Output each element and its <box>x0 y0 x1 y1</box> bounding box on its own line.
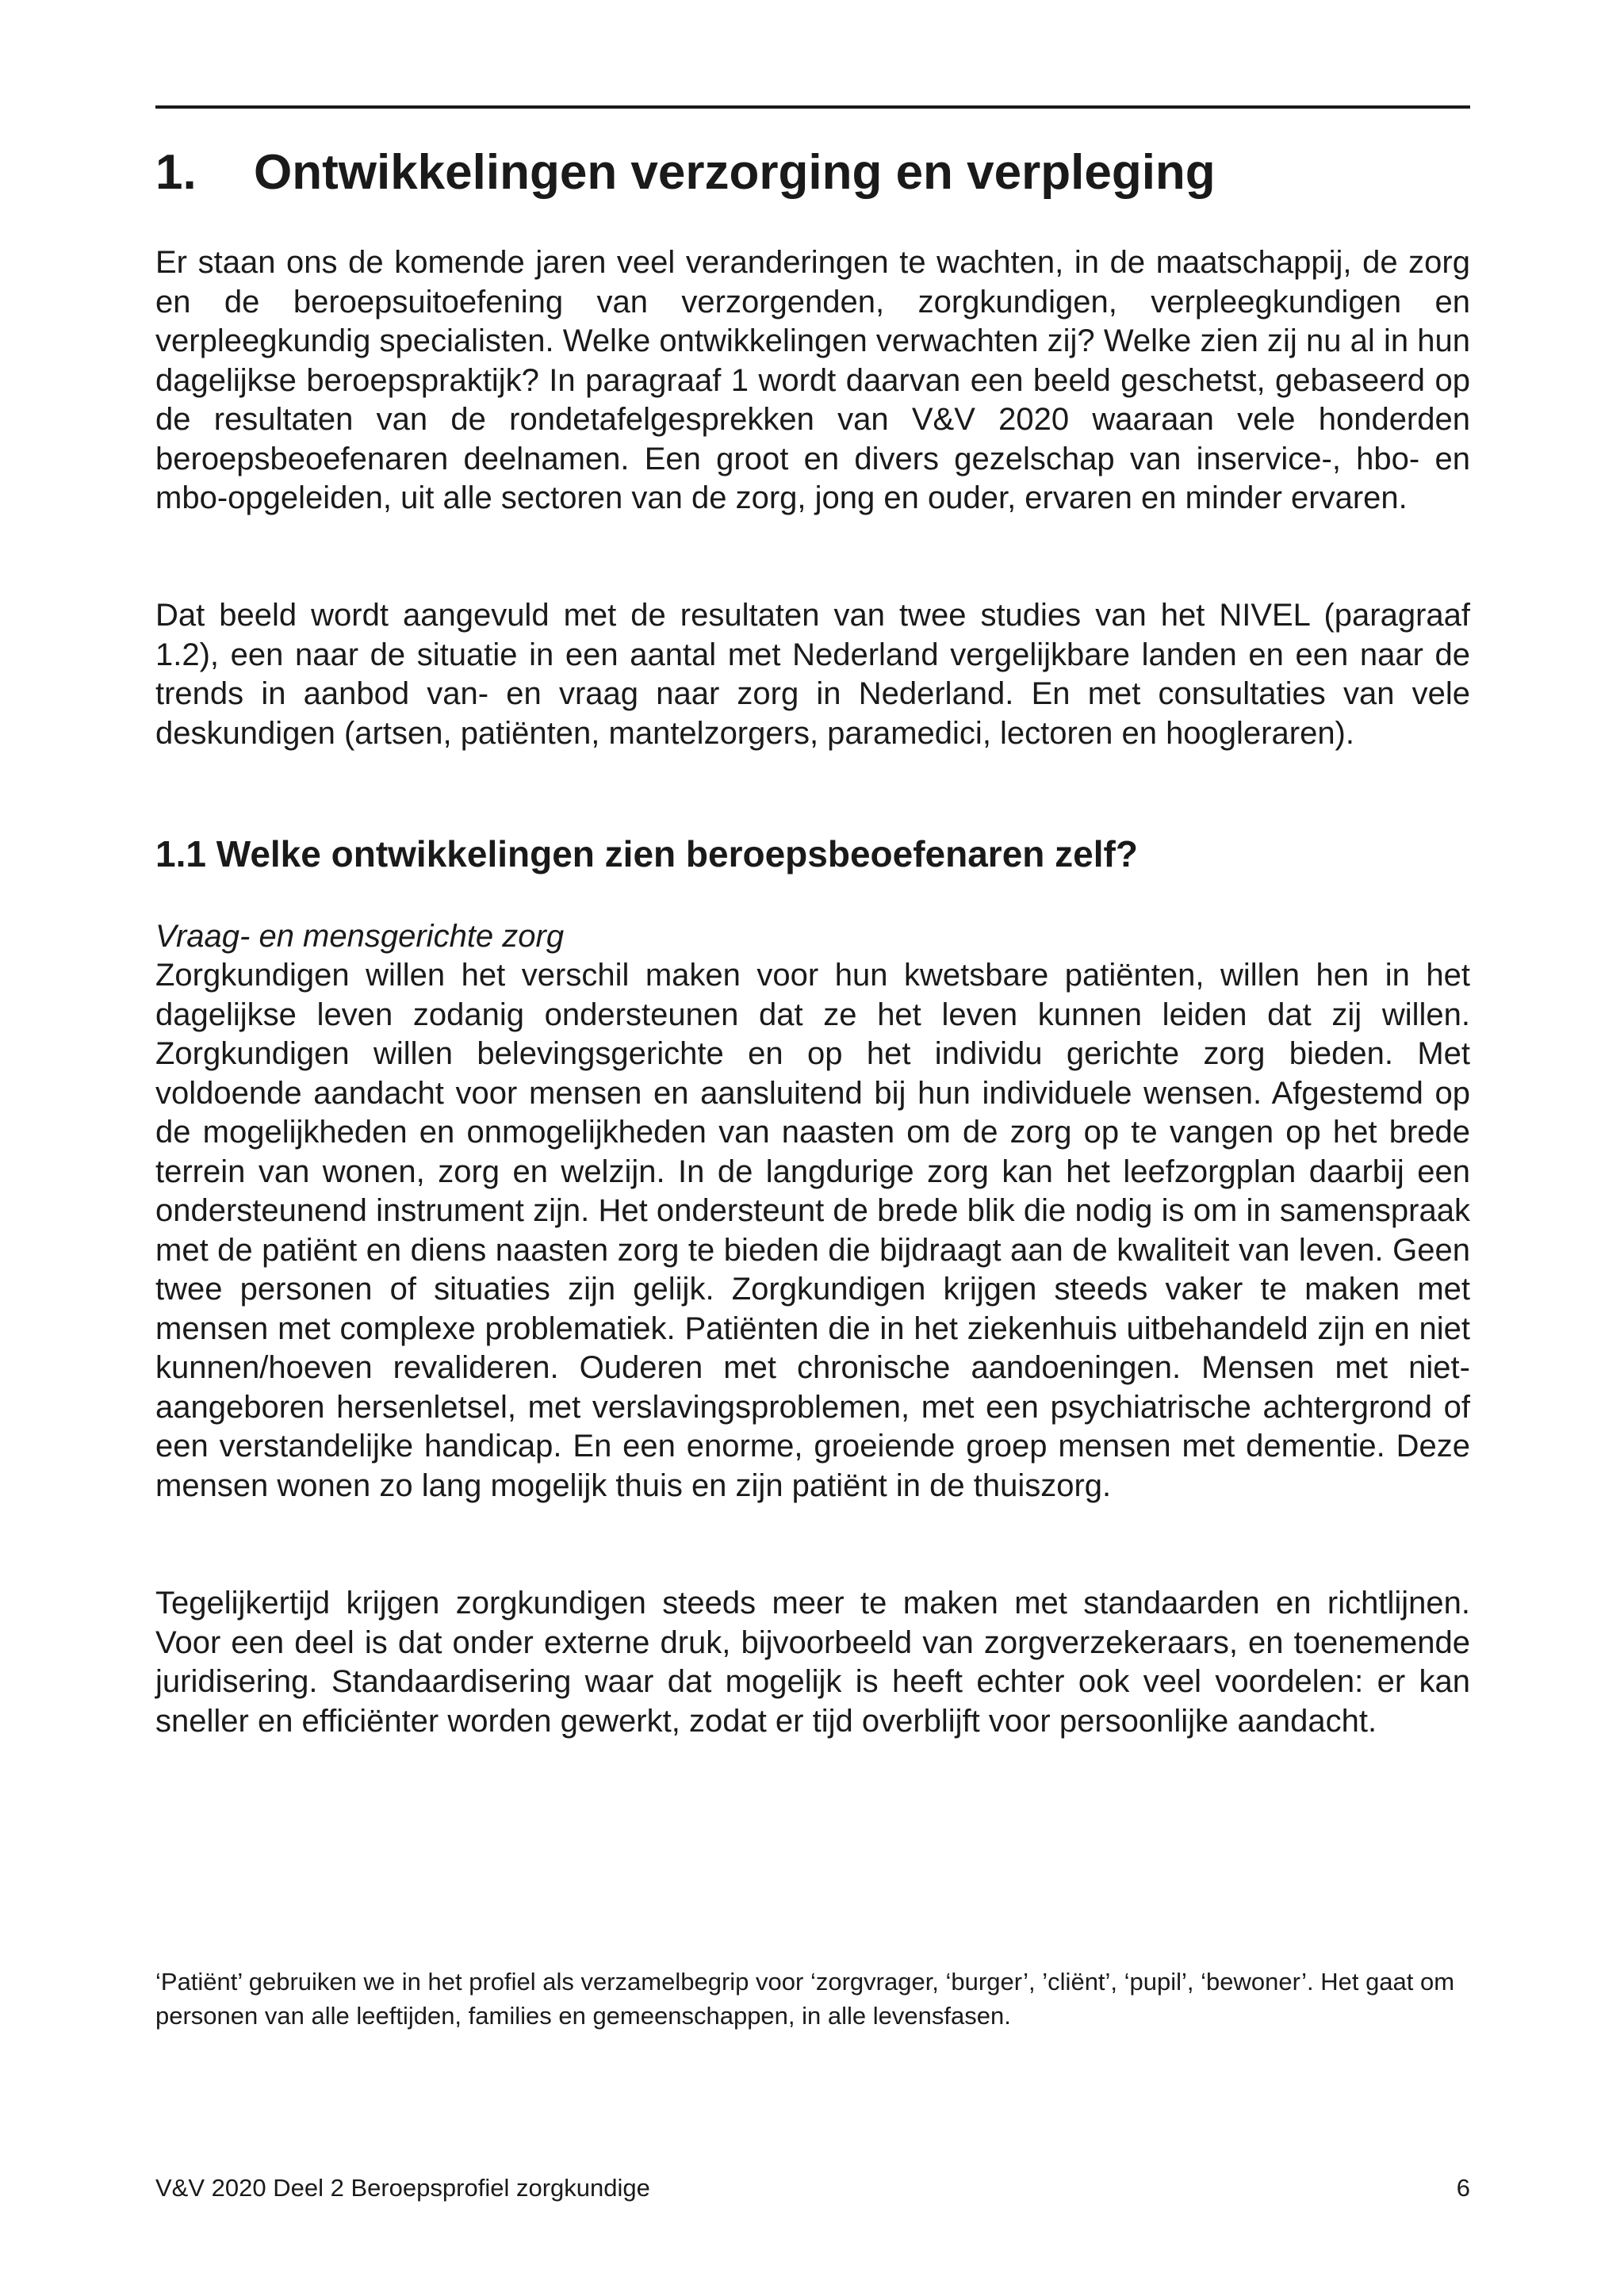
intro-paragraph-1: Er staan ons de komende jaren veel veranderingen te wachten, in de maatschappij, de zorg en de beroepsuitoefening van verzorgenden, zorgkundigen, verpleegkundigen en verpleegkundig specialisten. Welke ontwikkelingen verwachten zij? Welke zien zij nu al in hun dagelijkse beroepspraktijk? In paragraaf 1 wordt daarvan een beeld geschetst, gebaseerd op de resultaten van de rondetafelgesprekken van V&V 2020 waaraan vele honderden beroepsbeoefenaren deelnamen. Een groot en divers gezelschap van inservice-, hbo- en mbo-opgeleiden, uit alle sectoren van de zorg, jong en ouder, ervaren en minder ervaren. <box>155 245 1470 515</box>
section-paragraph-1: Zorgkundigen willen het verschil maken voor hun kwetsbare patiënten, willen hen in het dagelijkse leven zodanig ondersteunen dat ze het leven kunnen leiden dat zij willen. Zorgkundigen willen belevingsgerichte en op het individu gerichte zorg bieden. Met voldoende aandacht voor mensen en aansluitend bij hun individuele wensen. Afgestemd op de mogelijkheden en onmogelijkheden van naasten om de zorg op te vangen op het brede terrein van wonen, zorg en welzijn. In de langdurige zorg kan het leefzorgplan daarbij een ondersteunend instrument zijn. Het ondersteunt de brede blik die nodig is om in samenspraak met de patiënt en diens naasten zorg te bieden die bijdraagt aan de kwaliteit van leven. Geen twee personen of situaties zijn gelijk. Zorgkundigen krijgen steeds vaker te maken met mensen met complexe problematiek. Patiënten die in het ziekenhuis uitbehandeld zijn en niet kunnen/hoeven revalideren. Ouderen met chronische aandoeningen. Mensen met niet-aangeboren hersenletsel, met verslavingsproblemen, met een psychiatrische achtergrond of een verstandelijke handicap. En een enorme, groeiende groep mensen met dementie. Deze mensen wonen zo lang mogelijk thuis en zijn patiënt in de thuiszorg. <box>155 958 1470 1503</box>
footnote: ‘Patiënt’ gebruiken we in het profiel als verzamelbegrip voor ‘zorgvrager, ‘burger’, ’cliënt’, ‘pupil’, ‘bewoner’. Het gaat om personen van alle leeftijden, families en gemeenschappen, in alle levensfasen. <box>155 1968 1455 2030</box>
chapter-number: 1. <box>155 145 197 200</box>
chapter-title-text: Ontwikkelingen verzorging en verpleging <box>254 145 1216 200</box>
section-subheading: Vraag- en mensgerichte zorg <box>155 919 565 954</box>
footer-document-title: V&V 2020 Deel 2 Beroepsprofiel zorgkundige <box>155 2174 650 2202</box>
top-divider-rule <box>155 105 1470 109</box>
intro-paragraph-2: Dat beeld wordt aangevuld met de resultaten van twee studies van het NIVEL (paragraaf 1.2), een naar de situatie in een aantal met Nederland vergelijkbare landen en een naar de trends in aanbod van- en vraag naar zorg in Nederland. En met consultaties van vele deskundigen (artsen, patiënten, mantelzorgers, paramedici, lectoren en hoogleraren). <box>155 598 1470 751</box>
chapter-title <box>155 141 1470 205</box>
section-title: 1.1 Welke ontwikkelingen zien beroepsbeoefenaren zelf? <box>155 833 1138 874</box>
footer-page-number: 6 <box>1456 2174 1470 2202</box>
section-paragraph-2: Tegelijkertijd krijgen zorgkundigen steeds meer te maken met standaarden en richtlijnen. Voor een deel is dat onder externe druk, bijvoorbeeld van zorgverzekeraars, en toenemende juridisering. Standaardisering waar dat mogelijk is heeft echter ook veel voordelen: er kan sneller en efficiënter worden gewerkt, zodat er tijd overblijft voor persoonlijke aandacht. <box>155 1586 1470 1739</box>
